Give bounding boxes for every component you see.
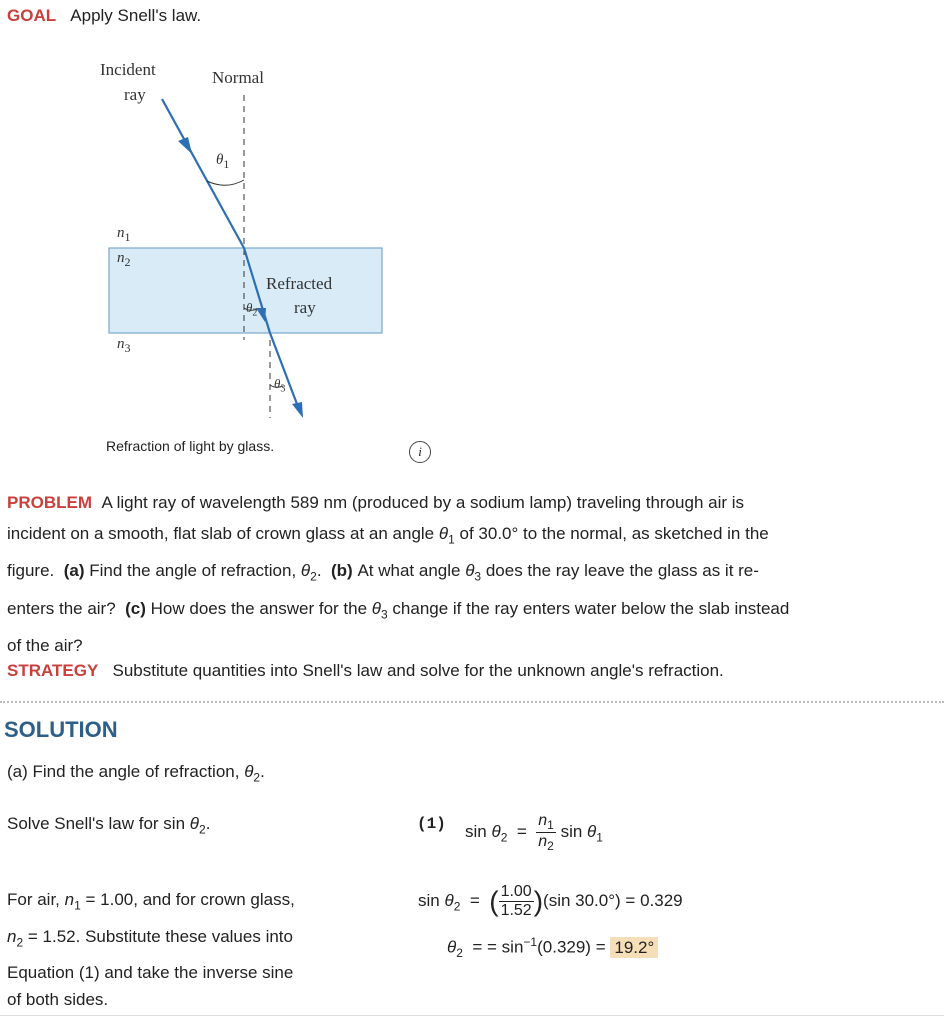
incident-arrow (178, 137, 192, 154)
theta1-arc (207, 180, 244, 185)
label-n3: $n_3$ (117, 336, 131, 355)
goal-text: Apply Snell's law. (70, 6, 202, 25)
equation-1: $\sin \theta_2$ = $\frac{n_1}{n_2}$ $\sin \theta_1$ (465, 812, 603, 854)
problem-block: PROBLEM A light ray of wavelength 589 nm (produced by a sodium lamp) traveling through air is incident on a smooth, flat slab of crown glass at an angle $\theta_1$ of 30.0° to the normal, as sketched in the figure. (a) Find the angle of refraction, $\theta_2$. (b) At what angle $\theta_3$ does the ray leave the glass as it re- enters the air? (c) How does the answer for the $\theta_3$ change if the ray enters water below the slab instead of the air? (7, 493, 790, 656)
info-icon[interactable]: i (409, 441, 431, 463)
label-incident-ray: ray (124, 85, 146, 104)
label-normal: Normal (212, 68, 264, 87)
label-refracted: Refracted (266, 274, 333, 293)
equation-3: $\theta_2$ = = $\sin^{-1}(0.329) = 19.2^\circ$ (447, 935, 658, 960)
label-theta3: $\theta_3$ (274, 376, 286, 395)
label-theta2: $\theta_2$ (246, 300, 258, 319)
label-theta1: $\theta_1$ (216, 152, 230, 171)
exit-arrow (292, 402, 303, 418)
glass-slab (109, 248, 382, 333)
solution-title: SOLUTION (4, 717, 118, 742)
strategy-text: Substitute quantities into Snell's law and solve for the unknown angle's refraction. (112, 661, 724, 680)
label-n1: $n_1$ (117, 225, 131, 244)
strategy-label: STRATEGY (7, 661, 99, 680)
equation-2: $\sin \theta_2$ = ( $\frac{1.00}{1.52}$ )(sin 30.0°) = 0.329 (418, 883, 683, 919)
problem-label: PROBLEM (7, 493, 92, 512)
divider (0, 701, 944, 703)
part-a-heading: (a) Find the angle of refraction, $\theta_2$. (7, 762, 265, 785)
strategy-line (7, 661, 724, 681)
label-incident: Incident (100, 60, 156, 79)
step2-text: For air, $n_1 = 1.00$, and for crown glass, $n_2 = 1.52$. Substitute these values into Equation (1) and take the inverse sine of both sides. (7, 890, 295, 1009)
label-n2: $n_2$ (117, 250, 131, 269)
answer-highlight: 19.2° (610, 937, 658, 958)
exit-ray (270, 333, 300, 412)
label-refracted-ray: ray (294, 298, 316, 317)
goal-label: GOAL (7, 6, 57, 25)
step1-text: Solve Snell's law for $\sin \theta_2$. (7, 814, 211, 837)
equation-number: (1) (417, 815, 446, 833)
bottom-rule (0, 1015, 944, 1016)
incident-ray (162, 99, 244, 248)
figure-caption: Refraction of light by glass. (106, 438, 275, 454)
